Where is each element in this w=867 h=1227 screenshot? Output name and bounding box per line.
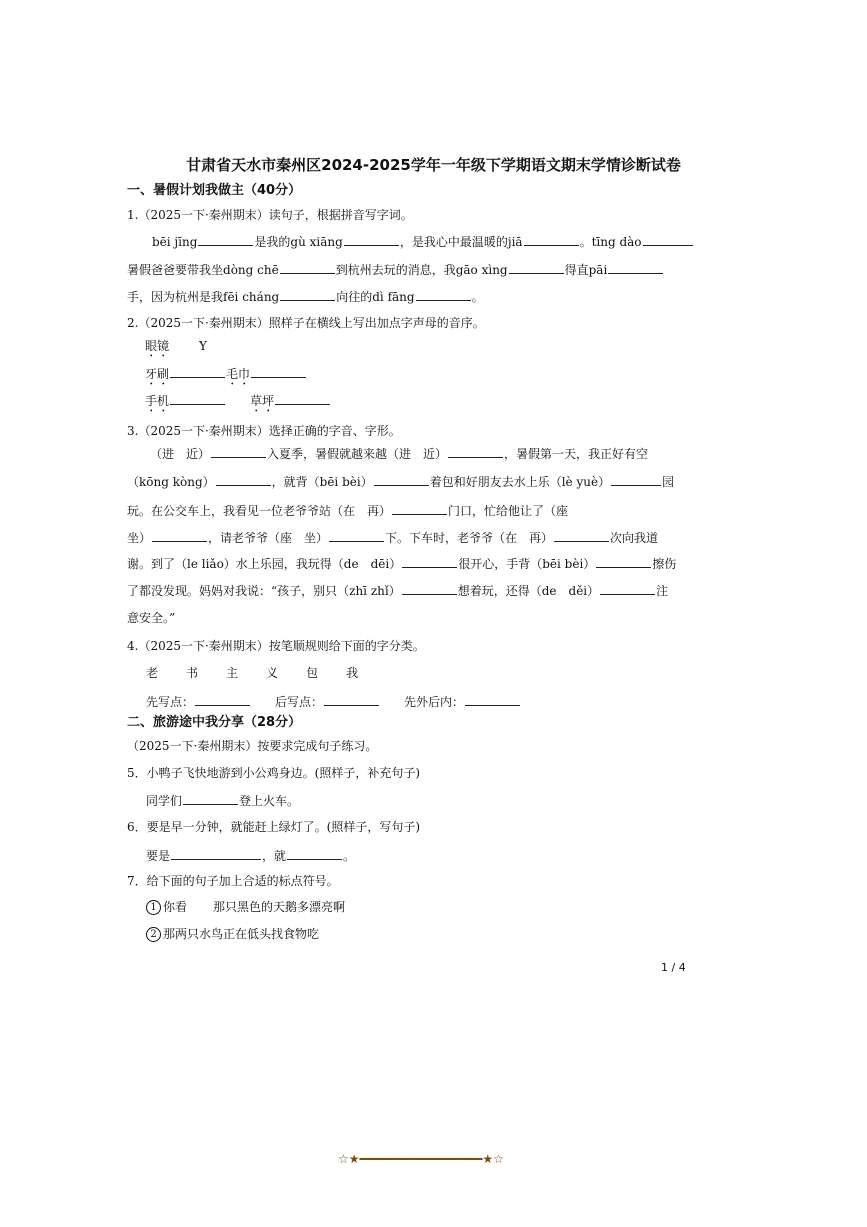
q5-stem: 5．小鸭子飞快地游到小公鸡身边。(照样子，补充句子) [127,766,421,780]
char: 主 [226,666,239,680]
example-word: 眼镜 [145,339,170,353]
q7-sentence-1 [146,899,345,915]
q6-stem: 6．要是早一分钟，就能赶上绿灯了。(照样子，写句子) [127,820,421,834]
char: 老 [146,666,159,680]
text: 是我的 [254,235,291,249]
char: 包 [306,666,319,680]
text: （kōng kòng） [127,475,215,489]
text: ，暑假第一天，我正好有空 [504,447,649,461]
word: 手机 [145,394,170,408]
answer-blank[interactable] [643,233,693,246]
answer-blank[interactable] [195,693,250,706]
text: 向往的 [336,290,373,304]
answer-blank[interactable] [171,847,261,860]
text: 你看 [163,900,188,914]
answer-blank[interactable] [596,555,651,568]
q3-stem: 3.（2025一下·秦州期末）选择正确的字音、字形。 [127,424,401,438]
text: 园 [662,475,675,489]
text: 要是 [146,849,171,863]
text: 那只黑色的天鹅多漂亮啊 [213,900,346,914]
section-1-heading: 一、暑假计划我做主（40分） [127,183,302,198]
pinyin: tīng dào [591,235,642,249]
q3-line-4 [127,529,658,546]
answer-blank[interactable] [170,392,225,405]
answer-blank[interactable] [402,555,457,568]
q1-stem: 1.（2025一下·秦州期末）读句子，根据拼音写字词。 [127,208,413,222]
answer-blank[interactable] [287,847,342,860]
answer-blank[interactable] [416,288,471,301]
pinyin: pāi [588,263,608,277]
example-answer: Y [199,339,207,353]
text: 了都没发现。妈妈对我说：“孩子，别只（zhī zhǐ） [127,584,401,598]
word: 草坪 [250,394,275,408]
text: 次向我道 [610,531,659,545]
word: 毛巾 [226,367,251,381]
pinyin: bēi jīng [152,235,198,249]
category-label: 先外后内： [404,695,465,709]
q1-line-1 [152,233,694,250]
text: 下。下车时，老爷爷（在 再） [385,531,554,545]
text: 谢。到了（le liǎo）水上乐园，我玩得（de dēi） [127,557,402,571]
text: 注 [656,584,669,598]
answer-blank[interactable] [152,529,207,542]
footer-decoration: ☆★━━━━━━━━━━━━━━━━━★☆ [338,1152,504,1166]
q6-answer-line [146,847,355,864]
q3-line-1 [150,445,648,462]
char: 我 [346,666,359,680]
text: 很开心，手背（bēi bèi） [458,557,596,571]
q3-line-7: 意安全。” [127,611,176,625]
answer-blank[interactable] [524,233,579,246]
answer-blank[interactable] [392,502,447,515]
text: 擦伤 [652,557,677,571]
answer-blank[interactable] [600,582,655,595]
q3-line-6 [127,582,668,599]
answer-blank[interactable] [344,233,399,246]
answer-blank[interactable] [170,365,225,378]
answer-blank[interactable] [183,792,238,805]
pinyin: gù xiāng [290,235,343,249]
pinyin: jiā [507,235,523,249]
q2-row-2 [145,392,331,415]
answer-blank[interactable] [280,261,335,274]
text: ，请老爷爷（座 坐） [208,531,329,545]
text: ，是我心中最温暖的 [399,235,508,249]
answer-blank[interactable] [211,445,266,458]
text: 玩。在公交车上，我看见一位老爷爷站（在 再） [127,504,392,518]
answer-blank[interactable] [402,582,457,595]
q3-line-3 [127,502,568,519]
answer-blank[interactable] [554,529,609,542]
text: ，就背（bēi bèi） [271,475,373,489]
answer-blank[interactable] [198,233,253,246]
pinyin: fēi cháng [223,290,280,304]
section-2-note: （2025一下·秦州期末）按要求完成句子练习。 [127,739,378,753]
text: 入夏季，暑假就越来越（进 近） [267,447,448,461]
text: 坐） [127,531,152,545]
category-label: 后写点： [275,695,324,709]
pinyin: dì fāng [372,290,415,304]
q4-stem: 4.（2025一下·秦州期末）按笔顺规则给下面的字分类。 [127,639,425,653]
answer-blank[interactable] [374,473,429,486]
answer-blank[interactable] [448,445,503,458]
text: 登上火车。 [239,794,300,808]
text: 同学们 [146,794,183,808]
char: 书 [186,666,199,680]
q3-line-5 [127,555,676,572]
page-number: 1 / 4 [661,961,686,974]
char: 义 [266,666,279,680]
text: 想着玩，还得（de děi） [457,584,600,598]
q4-chars [146,665,358,681]
page-title: 甘肃省天水市秦州区2024-2025学年一年级下学期语文期末学情诊断试卷 [186,156,681,174]
word: 牙刷 [145,367,170,381]
q5-answer-line [146,792,299,809]
text: 手，因为杭州是我 [127,290,224,304]
text: （进 近） [150,447,211,461]
answer-blank[interactable] [611,473,661,486]
text: 。 [343,849,356,863]
q2-row-1 [145,365,307,388]
number-badge: 2 [146,927,161,942]
text: 着包和好朋友去水上乐（lè yuè） [429,475,611,489]
q1-line-2 [127,261,664,278]
q2-example [145,338,207,360]
answer-blank[interactable] [216,473,271,486]
answer-blank[interactable] [275,392,330,405]
answer-blank[interactable] [329,529,384,542]
category-label: 先写点： [146,695,195,709]
answer-blank[interactable] [251,365,306,378]
q2-stem: 2.（2025一下·秦州期末）照样子在横线上写出加点字声母的音序。 [127,316,485,330]
text: 那两只水鸟正在低头找食物吃 [163,927,320,941]
number-badge: 1 [146,900,161,915]
q1-line-3 [127,288,484,305]
text: 门口，忙给他让了（座 [448,504,569,518]
q7-stem: 7．给下面的句子加上合适的标点符号。 [127,874,339,888]
answer-blank[interactable] [324,693,379,706]
pinyin: gāo xìng [455,263,508,277]
text: 暑假爸爸要带我坐 [127,263,224,277]
answer-blank[interactable] [465,693,520,706]
q7-sentence-2 [146,926,319,942]
q3-line-2 [127,473,674,490]
text: 。 [471,290,484,304]
text: 到杭州去玩的消息，我 [335,263,456,277]
text: 得直 [564,263,589,277]
q4-categories [146,693,521,710]
answer-blank[interactable] [509,261,564,274]
answer-blank[interactable] [608,261,663,274]
answer-blank[interactable] [280,288,335,301]
text: 。 [579,235,592,249]
pinyin: dòng chē [223,263,279,277]
section-2-heading: 二、旅游途中我分享（28分） [127,715,302,730]
text: ，就 [262,849,287,863]
